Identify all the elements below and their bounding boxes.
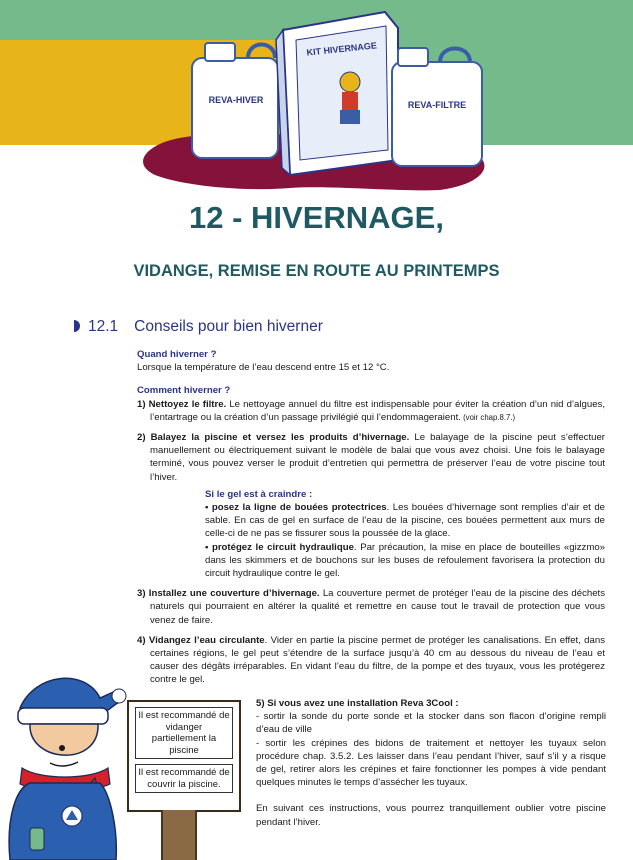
hero-illustration (0, 0, 633, 192)
section-marker-icon (74, 320, 80, 332)
step-1: 1) Nettoyez le filtre. Le nettoyage annuel du filtre est indispensable pour éviter la création d’un nid d’algues, l’entartrage ou la création d’un passage privilégié qui l’endommageraient. (voir chap.8.7.) (137, 398, 605, 423)
step-1-lead: Nettoyez le filtre. (148, 398, 227, 410)
sign-box-drain: Il est recommandé de vidanger partiellement la piscine (135, 707, 233, 759)
step-3-lead: Installez une couverture d’hivernage. (148, 588, 320, 600)
step-4-lead: Vidangez l’eau circulante (148, 634, 265, 646)
step-2-lead: Balayez la piscine et versez les produits d’hivernage. (150, 432, 410, 444)
when-question: Quand hiverner ? (137, 349, 217, 360)
step-4: 4) Vidangez l’eau circulante. Vider en partie la piscine permet de protéger les canalisations. En effet, dans certaines régions, le gel peut s’étendre de la surface jusqu’à 40 cm au dessous du niveau de l’eau et causer des dégâts irréparables. En vidant l’eau du filtre, de la pompe et des tuyaux, vous les protégerez contre le gel. (137, 634, 605, 686)
kid-illustration (0, 668, 130, 860)
sign-box-cover: Il est recommandé de couvrir la piscine. (135, 764, 233, 793)
reva-3cool-block (256, 697, 606, 829)
step-5-line-1: - sortir la sonde du porte sonde et la stocker dans son flacon d’origine rempli d’eau de ville (256, 711, 606, 736)
section-heading (74, 318, 323, 336)
step-2: 2) Balayez la piscine et versez les produits d’hivernage. Le balayage de la piscine peut s’effectuer manuellement ou électriquement suivant le modèle de balai que vous avez choisi. Une fois le balayage terminé, vous pouvez verser le produit d’entretien qui permettra de préserver l’eau de votre piscine tout l’hiver. (137, 432, 605, 483)
step-5-heading: 5) Si vous avez une installation Reva 3Cool : (256, 698, 459, 709)
how-question: Comment hiverner ? (137, 385, 231, 397)
section-number: 12.1 (88, 318, 119, 335)
page-subtitle: VIDANGE, REMISE EN ROUTE AU PRINTEMPS (133, 262, 500, 280)
jug-right-label: REVA-FILTRE (407, 100, 467, 110)
sign-post (161, 810, 197, 860)
frost-bullet-1: • posez la ligne de bouées protectrices. Les bouées d’hivernage sont remplies d’air et de sable. En cas de gel en surface de l’eau de la piscine, ces bouées permettent aux murs de celle-ci de ne pas se fissurer sous la poussée de la glace. (205, 502, 605, 540)
box-label: KIT HIVERNAGE (306, 40, 378, 58)
page-title: 12 - HIVERNAGE, (189, 200, 444, 235)
frost-block (137, 488, 605, 580)
advice-sign (127, 700, 241, 812)
step-5-line-2: - sortir les crépines des bidons de traitement et nettoyer les tuyaux selon procédure chap. 3.5.2. Les laisser dans l’eau pendant l’hiver, sauf s’il y a risque de gel, retirer alors les crépines et faire fonctionner les pompes à vide pendant quelques minutes le temps d’assécher les tuyaux. (256, 737, 606, 789)
section-title: Conseils pour bien hiverner (134, 318, 323, 335)
main-text (137, 348, 605, 694)
frost-bullet-2: • protégez le circuit hydraulique. Par précaution, la mise en place de bouteilles «gizzmo» dans les skimmers et de bouchons sur les buses de refoulement favorisera la protection du circuit hydraulique contre le gel. (205, 541, 605, 580)
jug-left-label: REVA-HIVER (208, 95, 264, 105)
frost-heading: Si le gel est à craindre : (205, 488, 313, 500)
chapter-ref: (voir chap.8.7.) (460, 412, 516, 422)
step-3: 3) Installez une couverture d’hivernage. La couverture permet de protéger l’eau de la piscine des déchets naturels qui pourraient en altérer la qualité et remettre en cause tout le travail de protection que vous venez de faire. (137, 588, 605, 626)
kit-hivernage-box (276, 12, 398, 175)
when-answer: Lorsque la température de l’eau descend entre 15 et 12 °C. (137, 362, 390, 374)
closing-text: En suivant ces instructions, vous pourrez tranquillement oublier votre piscine pendant l’hiver. (256, 803, 606, 828)
